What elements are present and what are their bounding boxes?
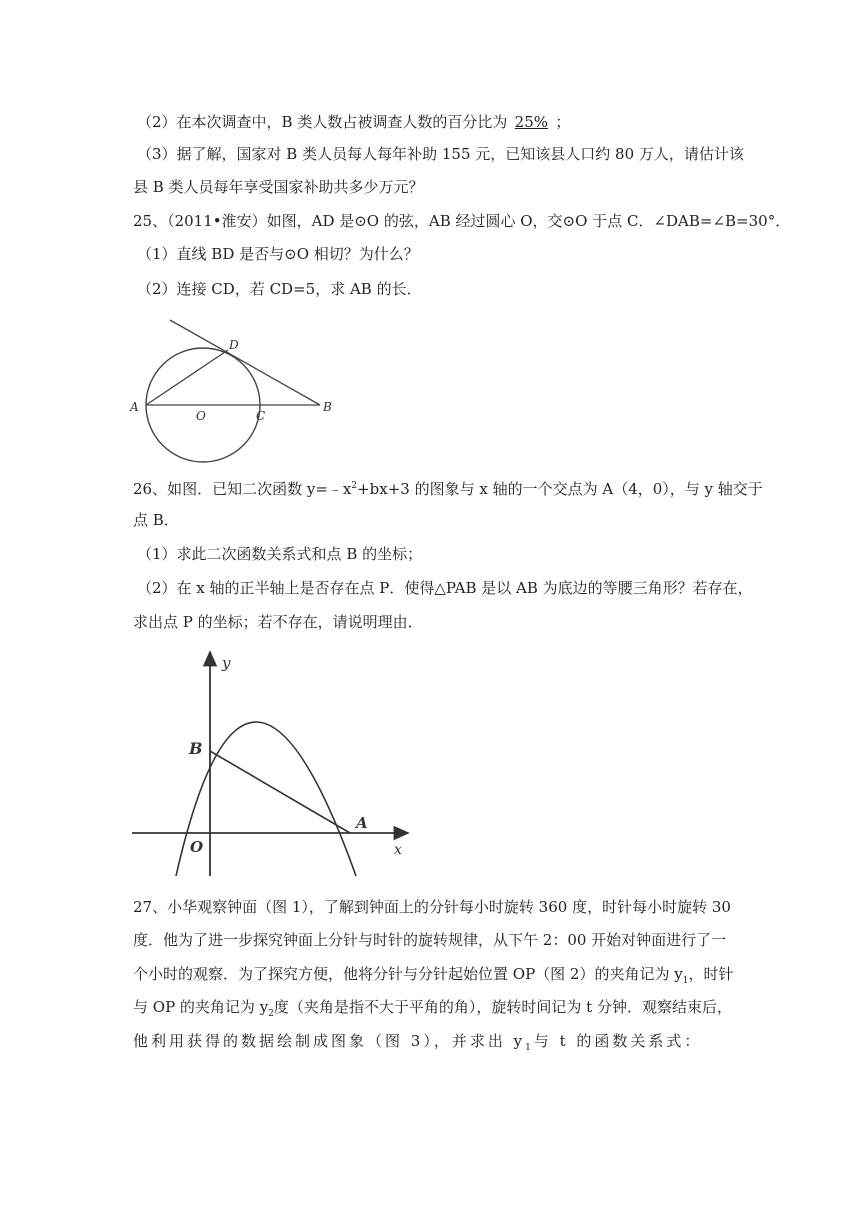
q25-part1: （1）直线 BD 是否与⊙O 相切？为什么？ [137, 245, 419, 263]
q27-line3-sub: 1 [682, 976, 689, 986]
circle-tangent-diagram [128, 314, 343, 464]
q25-figure [128, 314, 343, 464]
q27-line5-sub: 1 [525, 1043, 534, 1053]
q25-title: 25、（2011•淮安）如图，AD 是⊙O 的弦，AB 经过圆心 O，交⊙O 于点 C．∠DAB=∠B=30°． [133, 212, 791, 230]
q26-line2: 点 B． [133, 511, 179, 529]
line-bd [170, 320, 320, 405]
label-a: A [130, 400, 139, 414]
q27-line3-a: 个小时的观察．为了探究方便，他将分针与分针起始位置 OP（图 2）的夹角记为 y [133, 965, 683, 983]
q24-part2-end: ； [555, 113, 571, 131]
q26-exponent: 2 [351, 481, 358, 491]
q25-part2: （2）连接 CD，若 CD=5，求 AB 的长． [137, 280, 422, 298]
q26-part2-line1: （2）在 x 轴的正半轴上是否存在点 P．使得△PAB 是以 AB 为底边的等腰三角形？若存在， [137, 579, 753, 597]
q24-part2 [137, 112, 570, 132]
q27-line4-sub: 2 [268, 1009, 274, 1019]
q27-line1: 27、小华观察钟面（图 1），了解到钟面上的分针每小时旋转 360 度，时针每小时旋转 30 [133, 898, 731, 916]
label-y: y [222, 654, 231, 672]
label-b: B [323, 400, 332, 414]
q27-line3 [133, 964, 733, 991]
q27-line2: 度．他为了进一步探究钟面上分针与时针的旋转规律，从下午 2：00 开始对钟面进行了一 [133, 931, 727, 949]
label-o: O [190, 838, 204, 856]
q27-line3-b: ，时针 [688, 965, 734, 983]
q26-part1: （1）求此二次函数关系式和点 B 的坐标； [137, 545, 423, 563]
q27-line5-a: 他利用获得的数据绘制成图象（图 3），并求出 y [133, 1032, 526, 1050]
q26-line1 [133, 476, 763, 499]
q26-figure [130, 648, 420, 878]
segment-ab [210, 751, 350, 833]
q24-part3-line2: 县 B 类人员每年享受国家补助共多少万元？ [133, 178, 424, 196]
q27-line4-b: 度（夹角是指不大于平角的角），旋转时间记为 t 分钟．观察结束后， [273, 998, 732, 1016]
q27-line4 [133, 997, 732, 1024]
q24-part2-text: （2）在本次调查中，B 类人数占被调查人数的百分比为 [137, 113, 508, 131]
label-b: B [189, 739, 203, 758]
label-a: A [356, 814, 368, 832]
q26-line1-a: 26、如图．已知二次函数 y=﹣x [133, 480, 352, 498]
q27-line4-a: 与 OP 的夹角记为 y [133, 998, 269, 1016]
q24-answer-blank: 25% [514, 113, 549, 131]
q27-line5 [133, 1031, 702, 1058]
label-x: x [394, 842, 402, 858]
parabola-diagram [130, 648, 420, 878]
label-d: D [229, 338, 239, 352]
q26-line1-b: +bx+3 的图象与 x 轴的一个交点为 A（4，0），与 y 轴交于 [357, 480, 763, 498]
label-c: C [256, 409, 266, 423]
q26-part2-line2: 求出点 P 的坐标；若不存在，请说明理由． [133, 613, 423, 631]
label-o: O [196, 409, 206, 423]
chord-ad [146, 350, 228, 405]
q24-part3-line1: （3）据了解，国家对 B 类人员每人每年补助 155 元，已知该县人口约 80 万人，请估计该 [137, 145, 744, 163]
q27-line5-b: 与 t 的函数关系式： [533, 1032, 703, 1050]
